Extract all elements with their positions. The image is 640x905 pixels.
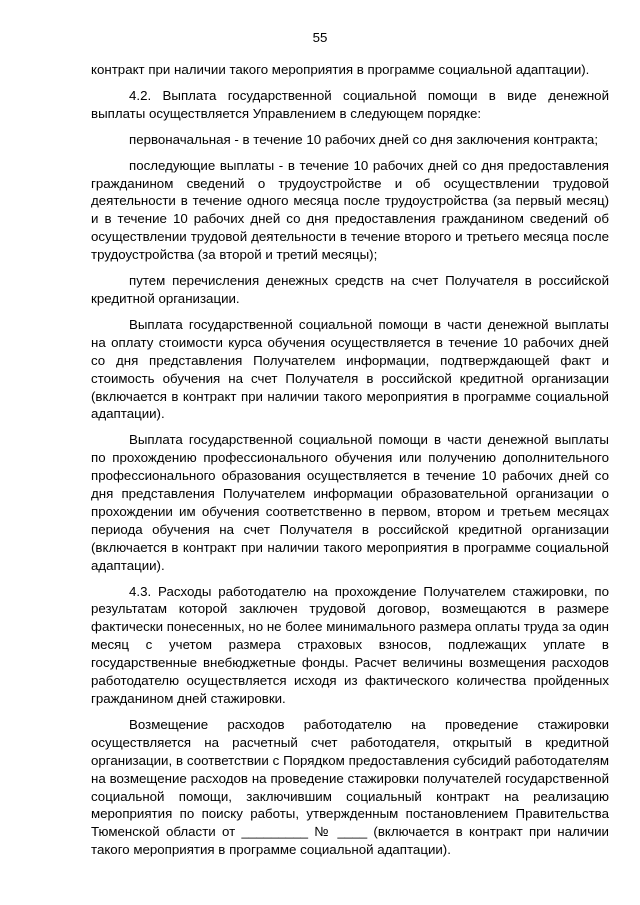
paragraph-contract-continuation: контракт при наличии такого мероприятия в программе социальной адаптации). [91, 62, 590, 77]
paragraph-course-payment: Выплата государственной социальной помощи в части денежной выплаты на оплату стоимости курса обучения осуществляется в течение 10 рабочих дней со дня представления Получателем информации, подтверждающей факт и стоимость обучения на счет Получателя в российской кредитной организации (включается в контракт при наличии такого мероприятия в программе социальной адаптации). [91, 316, 609, 422]
paragraph-4-2-payment-order: 4.2. Выплата государственной социальной помощи в виде денежной выплаты осуществляется Управлением в следующем порядке: [91, 87, 609, 121]
paragraph-transfer-method: путем перечисления денежных средств на счет Получателя в российской кредитной организации. [91, 273, 609, 306]
paragraph-initial-payment: первоначальная - в течение 10 рабочих дней со дня заключения контракта; [129, 131, 599, 147]
paragraph-training-payment: Выплата государственной социальной помощи в части денежной выплаты по прохождению профессионального обучения или получению дополнительного профессионального образования осуществляется в течение 10 рабочих дней со дня представления Получателем информации образовательной организации о прохождении им обучения соответственно в первом, втором и третьем месяцах периода обучения на счет Получателя в российской кредитной организации (включается в контракт при наличии такого мероприятия в программе социальной адаптации). [91, 432, 609, 573]
page-number: 55 [312, 30, 328, 45]
document-body [91, 61, 609, 867]
paragraph-expense-reimbursement: Возмещение расходов работодателю на проведение стажировки осуществляется на расчетный счет работодателя, открытый в кредитной организации, в соответствии с Порядком предоставления субсидий работодателям на возмещение расходов на проведение стажировки получателей государственной социальной помощи, заключившим социальный контракт на реализацию мероприятия по поиску работы, утвержденным постановлением Правительства Тюменской области от _________ № ____ (включается в контракт при наличии такого мероприятия в программе социальной адаптации). [91, 716, 609, 858]
paragraph-4-3-internship-expenses: 4.3. Расходы работодателю на прохождение Получателем стажировки, по результатам которой заключен трудовой договор, возмещаются в размере фактически понесенных, но не более минимального размера оплаты труда за один месяц с учетом размера страховых взносов, подлежащих уплате в государственные внебюджетные фонды. Расчет величины возмещения расходов работодателю осуществляется исходя из фактического количества пройденных гражданином дней стажировки. [91, 583, 609, 706]
paragraph-subsequent-payments: последующие выплаты - в течение 10 рабочих дней со дня предоставления гражданином сведений о трудоустройстве и об осуществлении трудовой деятельности в течение одного месяца после трудоустройства (за первый месяц) и в течение 10 рабочих дней со дня предоставления гражданином сведений об осуществлении трудовой деятельности в течение второго и третьего месяца после трудоустройства (за второй и третий месяцы); [91, 157, 609, 263]
